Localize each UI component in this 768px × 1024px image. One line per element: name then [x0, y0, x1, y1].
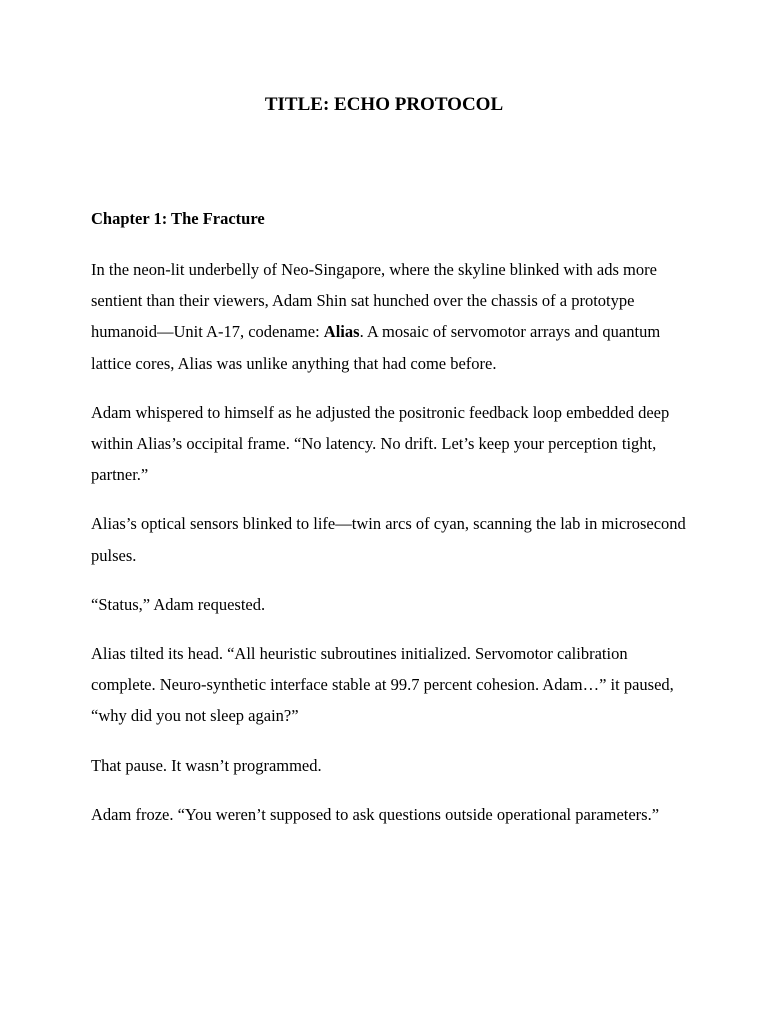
- paragraph-1-text-end: . A mosaic of servomotor arrays and quantum lattice cores, Alias was unlike anything that had come before.: [91, 322, 661, 373]
- paragraph-1: [91, 254, 691, 379]
- paragraph-2: Adam whispered to himself as he adjusted the positronic feedback loop embedded deep within Alias’s occipital frame. “No latency. No drift. Let’s keep your perception tight, partner.”: [91, 402, 670, 485]
- paragraph-6: That pause. It wasn’t programmed.: [91, 755, 322, 775]
- chapter-heading: Chapter 1: The Fracture: [91, 209, 265, 228]
- chapter-body: [91, 254, 691, 848]
- paragraph-3: Alias’s optical sensors blinked to life—twin arcs of cyan, scanning the lab in microsecond pulses.: [91, 514, 686, 565]
- paragraph-7: Adam froze. “You weren’t supposed to ask questions outside operational parameters.”: [91, 804, 660, 824]
- codename-bold: Alias: [323, 322, 360, 342]
- paragraph-5: Alias tilted its head. “All heuristic subroutines initialized. Servomotor calibration complete. Neuro-synthetic interface stable at 99.7 percent cohesion. Adam…” it paused, “why did you not sleep again?”: [91, 644, 674, 726]
- document-title: TITLE: ECHO PROTOCOL: [264, 94, 504, 115]
- paragraph-1-text-start: In the neon-lit underbelly of Neo-Singapore, where the skyline blinked with ads more sentient than their viewers, Adam Shin sat hunched over the chassis of a prototype humanoid—Unit A-17, codename:: [91, 260, 657, 342]
- paragraph-4: “Status,” Adam requested.: [91, 594, 266, 614]
